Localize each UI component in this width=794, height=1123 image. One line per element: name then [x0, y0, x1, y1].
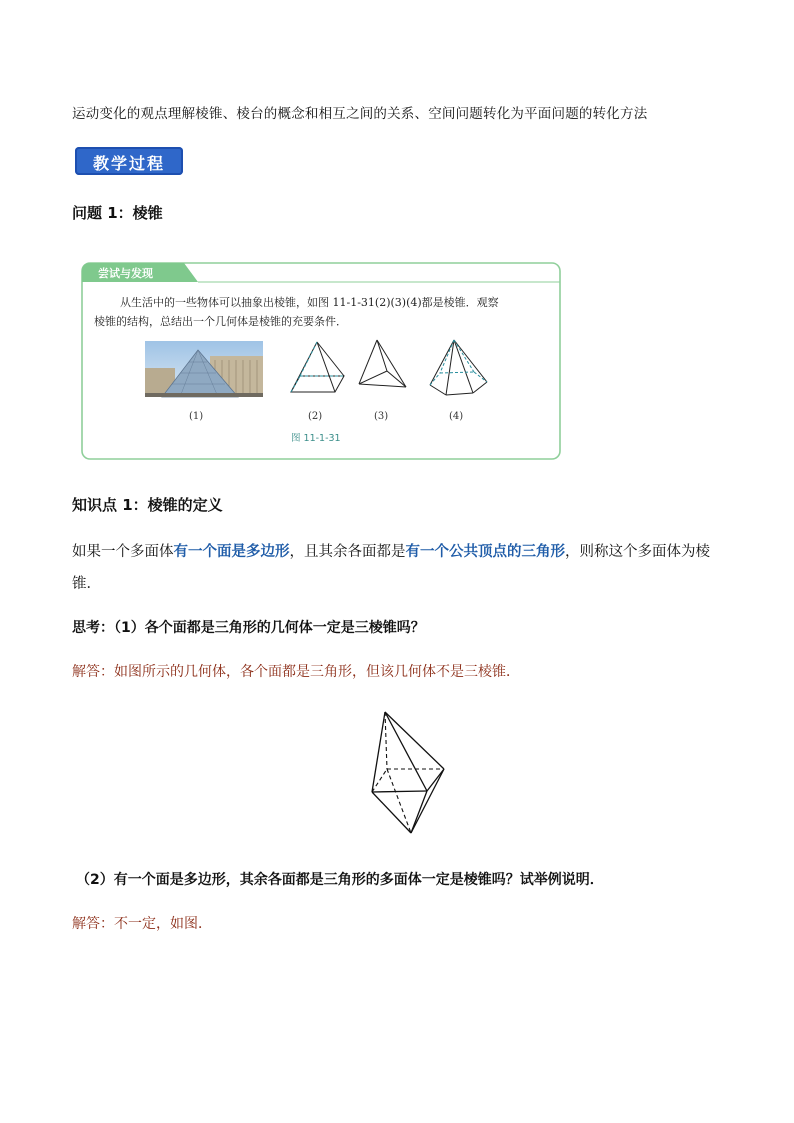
definition-highlight-1: 有一个面是多边形: [173, 544, 290, 560]
section-banner: [75, 147, 183, 175]
double-pyramid-svg: [360, 705, 460, 840]
definition-text-1: 如果一个多面体: [72, 544, 174, 560]
figure-label-4: (4): [449, 411, 464, 422]
question-1-title: 问题 1：棱锥: [72, 204, 163, 222]
think-question-1: 思考：（1）各个面都是三角形的几何体一定是三棱锥吗？: [72, 620, 425, 636]
discovery-body-line-1: 从生活中的一些物体可以抽象出棱锥，如图 11-1-31(2)(3)(4)都是棱锥．观察: [120, 296, 499, 309]
discovery-body-line-2: 棱锥的结构，总结出一个几何体是棱锥的充要条件．: [94, 315, 347, 328]
definition-text-3: ，则称这个多面体为棱锥．: [72, 544, 710, 592]
definition-highlight-2: 有一个公共顶点的三角形: [405, 544, 565, 560]
louvre-pyramid-photo: [145, 341, 263, 397]
think-question-2: （2）有一个面是多边形，其余各面都是三角形的多面体一定是棱锥吗？试举例说明．: [76, 872, 604, 888]
answer-2: 解答：不一定，如图．: [72, 916, 212, 932]
discovery-box: [80, 260, 562, 462]
definition-text-2: ，且其余各面都是: [289, 544, 406, 560]
figure-label-2: (2): [308, 411, 323, 422]
figure-label-1: (1): [189, 411, 204, 422]
answer-1: 解答：如图所示的几何体，各个面都是三角形，但该几何体不是三棱锥．: [72, 664, 520, 680]
figure-caption: 图 11-1-31: [291, 433, 341, 444]
discovery-box-figure: [80, 260, 562, 462]
definition-paragraph: [72, 536, 732, 600]
figure-label-3: (3): [374, 411, 389, 422]
knowledge-point-title: 知识点 1：棱锥的定义: [72, 496, 223, 514]
intro-line: 运动变化的观点理解棱锥、棱台的概念和相互之间的关系、空间问题转化为平面问题的转化方法: [72, 106, 648, 122]
double-pyramid-figure: [360, 705, 460, 840]
discovery-tab-title: 尝试与发现: [98, 267, 153, 280]
section-banner-label: 教学过程: [92, 154, 165, 173]
